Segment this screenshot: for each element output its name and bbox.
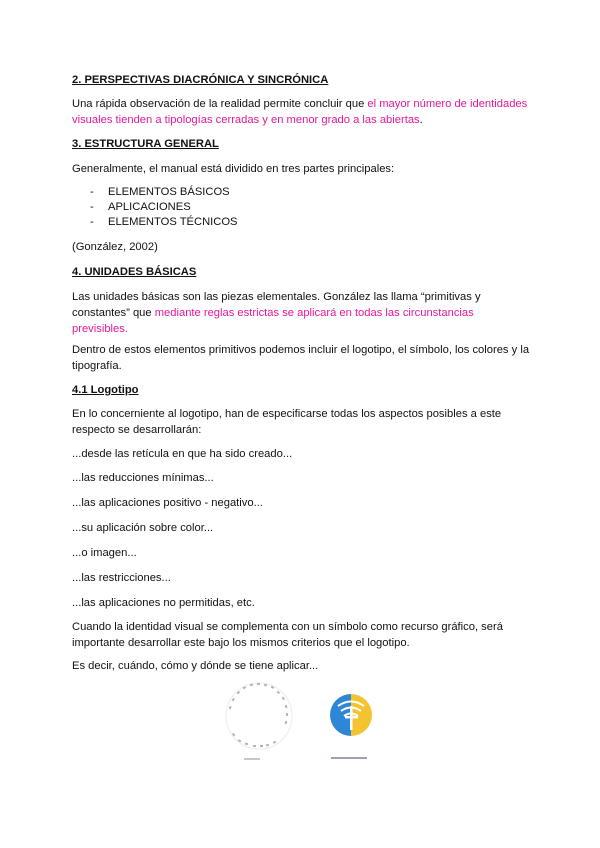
section-4-highlight: mediante reglas estrictas se aplicará en todas las circunstancias previsibles.: [72, 307, 474, 335]
section-3-heading: 3. ESTRUCTURA GENERAL: [72, 138, 219, 150]
list-item: - ELEMENTOS BÁSICOS: [90, 186, 230, 198]
blue-yellow-symbol-logo: [330, 694, 372, 759]
section-4-1-heading: 4.1 Logotipo: [72, 384, 139, 396]
section-4-heading: 4. UNIDADES BÁSICAS: [72, 266, 197, 278]
list-item: ...desde las retícula en que ha sido creado...: [72, 448, 293, 460]
list-item: ...las aplicaciones no permitidas, etc.: [72, 597, 255, 609]
section-2-heading: 2. PERSPECTIVAS DIACRÓNICA Y SINCRÓNICA: [72, 74, 329, 86]
list-item: ...las aplicaciones positivo - negativo...: [72, 497, 263, 509]
section-4-paragraph-2: Dentro de estos elementos primitivos podemos incluir el logotipo, el símbolo, los colores y la tipografía.: [72, 344, 530, 372]
section-4-1-intro: En lo concerniente al logotipo, han de especificarse todas los aspectos posibles a este respecto se desarrollarán:: [72, 408, 502, 436]
list-item: ...su aplicación sobre color...: [72, 522, 214, 534]
section-3-intro: Generalmente, el manual está dividido en tres partes principales:: [72, 163, 395, 175]
section-4-1-symbol-paragraph: Cuando la identidad visual se complementa con un símbolo como recurso gráfico, será importante desarrollar este bajo los mismos criterios que el logotipo.: [72, 621, 503, 649]
list-item: - APLICACIONES: [90, 201, 191, 213]
section-2-text: Una rápida observación de la realidad permite concluir que: [72, 98, 368, 110]
list-item: ...o imagen...: [72, 547, 137, 559]
list-item: ...las reducciones mínimas...: [72, 472, 214, 484]
university-seal-logo: [226, 683, 292, 760]
list-item: ...las restricciones...: [72, 572, 171, 584]
list-item: - ELEMENTOS TÉCNICOS: [90, 216, 238, 228]
citation: (González, 2002): [72, 241, 158, 253]
section-4-text: Las unidades básicas son las piezas elementales. González las llama “primitivas y constantes” que: [72, 291, 481, 319]
section-2-text-end: .: [419, 114, 423, 126]
section-4-1-final-paragraph: Es decir, cuándo, cómo y dónde se tiene aplicar...: [72, 660, 319, 672]
section-2-highlight: el mayor número de identidades visuales tienden a tipologías cerradas y en menor grado a las abiertas: [72, 98, 528, 126]
